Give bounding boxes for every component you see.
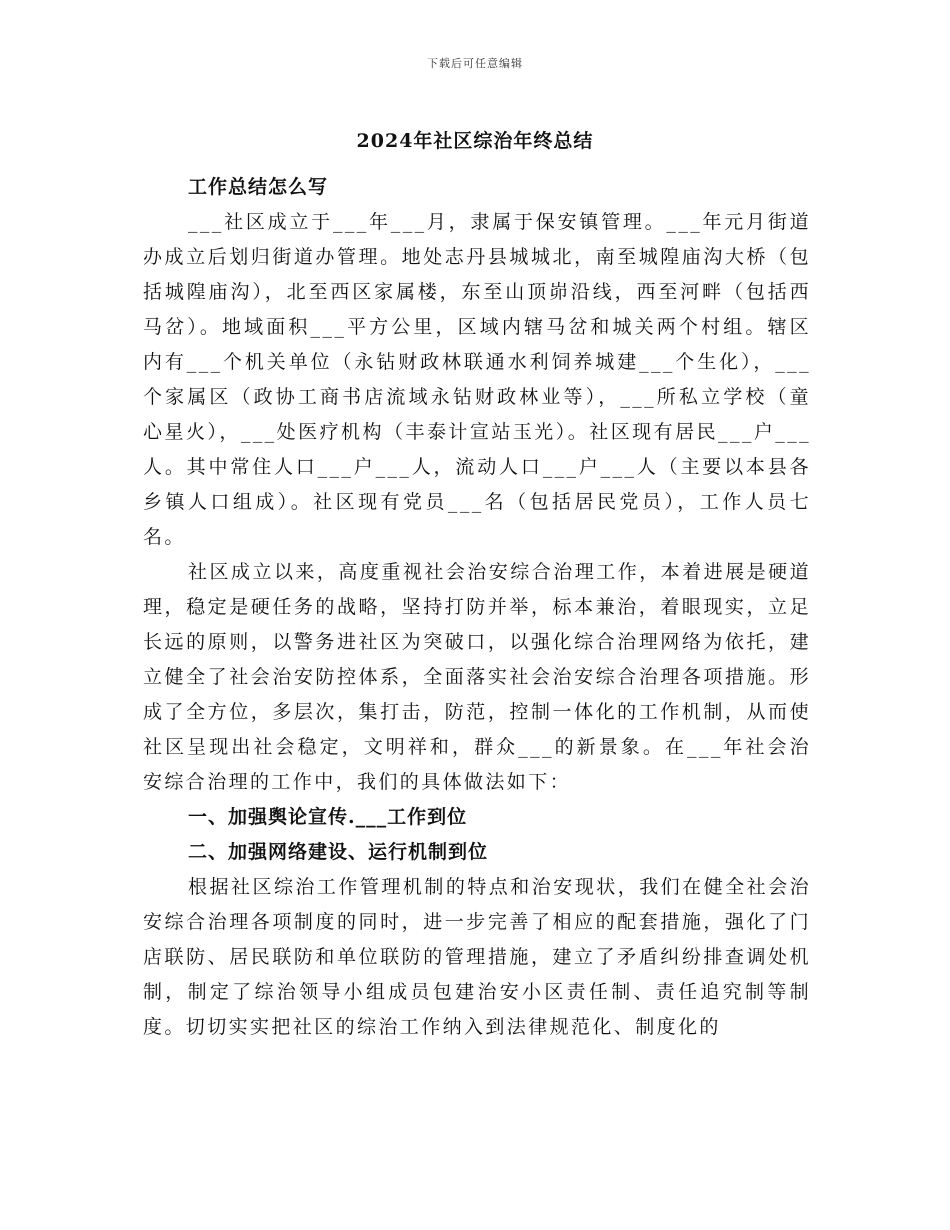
document-title: 2024年社区综治年终总结	[356, 130, 594, 152]
section-heading-publicity: 一、加强舆论宣传.___工作到位	[188, 806, 468, 828]
document-body	[143, 170, 811, 1045]
subtitle-heading: 工作总结怎么写	[188, 176, 329, 198]
paragraph-network-mechanism: 根据社区综治工作管理机制的特点和治安现状，我们在健全社会治安综合治理各项制度的同时，进一步完善了相应的配套措施，强化了门店联防、居民联防和单位联防的管理措施，建立了矛盾纠纷排查调处机制，制定了综治领导小组成员包建治安小区责任制、责任追究制等制度。切切实实把社区的综治工作纳入到法律规范化、制度化的	[143, 876, 811, 1038]
paragraph-community-overview: ___社区成立于___年___月，隶属于保安镇管理。___年元月街道办成立后划归街道办管理。地处志丹县城城北，南至城隍庙沟大桥（包括城隍庙沟），北至西区家属楼，东至山顶峁沿线，西至河畔（包括西马岔）。地域面积___平方公里，区域内辖马岔和城关两个村组。辖区内有___个机关单位（永钻财政林联通水利饲养城建___个生化），___个家属区（政协工商书店流域永钻财政林业等），___所私立学校（童心星火），___处医疗机构（丰泰计宣站玉光）。社区现有居民___户___人。其中常住人口___户___人，流动人口___户___人（主要以本县各乡镇人口组成）。社区现有党员___名（包括居民党员），工作人员七名。	[143, 211, 811, 548]
page-header-note: 下载后可任意编辑	[427, 57, 523, 70]
section-heading-network: 二、加强网络建设、运行机制到位	[188, 841, 489, 863]
paragraph-work-approach: 社区成立以来，高度重视社会治安综合治理工作，本着进展是硬道理，稳定是硬任务的战略，坚持打防并举，标本兼治，着眼现实，立足长远的原则，以警务进社区为突破口，以强化综合治理网络为依托，建立健全了社会治安防控体系，全面落实社会治安综合治理各项措施。形成了全方位，多层次，集打击，防范，控制一体化的工作机制，从而使社区呈现出社会稳定，文明祥和，群众___的新景象。在___年社会治安综合治理的工作中，我们的具体做法如下：	[143, 561, 811, 793]
